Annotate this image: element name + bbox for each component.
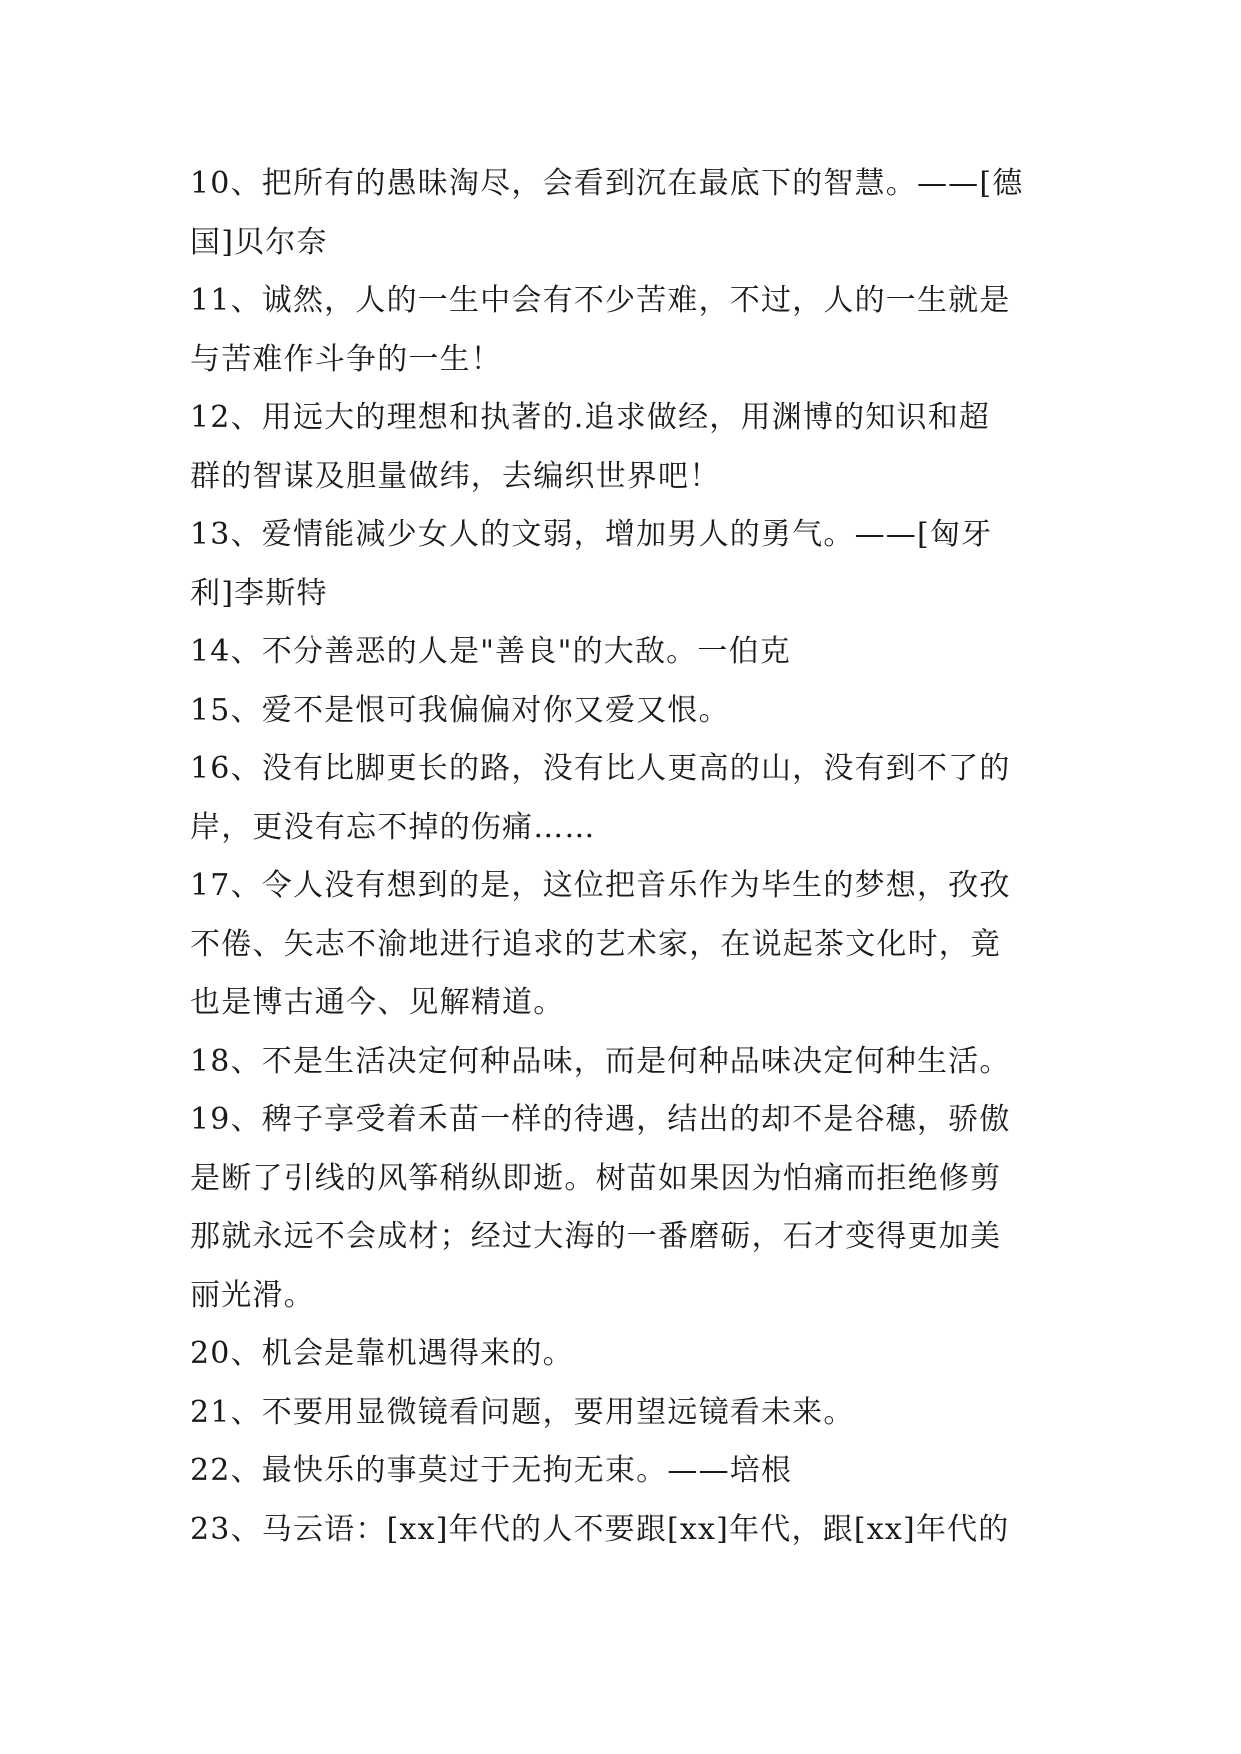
- text-line: 19、稗子享受着禾苗一样的待遇，结出的却不是谷穗，骄傲: [190, 1102, 1011, 1137]
- text-line: 与苦难作斗争的一生！: [190, 341, 502, 377]
- text-line: 那就永远不会成材；经过大海的一番磨砺，石才变得更加美: [190, 1219, 1002, 1254]
- text-line: 10、把所有的愚昧淘尽，会看到沉在最底下的智慧。——[德: [190, 166, 1024, 201]
- text-line: 17、令人没有想到的是，这位把音乐作为毕生的梦想，孜孜: [190, 868, 1011, 903]
- text-line: 20、机会是靠机遇得来的。: [190, 1336, 574, 1371]
- text-line: 18、不是生活决定何种品味，而是何种品味决定何种生活。: [190, 1043, 1011, 1079]
- quote-list: [190, 155, 1070, 1559]
- text-line: 22、最快乐的事莫过于无拘无束。——培根: [190, 1453, 793, 1488]
- text-line: 16、没有比脚更长的路，没有比人更高的山，没有到不了的: [190, 751, 1011, 786]
- text-line: 群的智谋及胆量做纬，去编织世界吧！: [190, 458, 721, 494]
- text-line: 也是博古通今、见解精道。: [190, 985, 565, 1020]
- text-line: 21、不要用显微镜看问题，要用望远镜看未来。: [190, 1394, 855, 1430]
- text-line: 13、爱情能减少女人的文弱，增加男人的勇气。——[匈牙: [190, 517, 993, 552]
- text-line: 15、爱不是恨可我偏偏对你又爱又恨。: [190, 692, 730, 728]
- text-line: 国]贝尔奈: [190, 224, 328, 260]
- text-line: 利]李斯特: [190, 575, 328, 611]
- text-line: 11、诚然，人的一生中会有不少苦难，不过，人的一生就是: [190, 283, 1011, 318]
- text-line: 岸，更没有忘不掉的伤痛……: [190, 809, 596, 845]
- text-line: 14、不分善恶的人是"善良"的大敌。一伯克: [190, 634, 791, 669]
- text-line: 是断了引线的风筝稍纵即逝。树苗如果因为怕痛而拒绝修剪: [190, 1160, 1002, 1196]
- text-line: 不倦、矢志不渝地进行追求的艺术家，在说起茶文化时，竟: [190, 926, 1002, 962]
- text-line: 12、用远大的理想和执著的.追求做经，用渊博的知识和超: [190, 400, 991, 435]
- text-line: 丽光滑。: [190, 1277, 315, 1313]
- text-line: 23、马云语：[xx]年代的人不要跟[xx]年代，跟[xx]年代的: [190, 1511, 1010, 1547]
